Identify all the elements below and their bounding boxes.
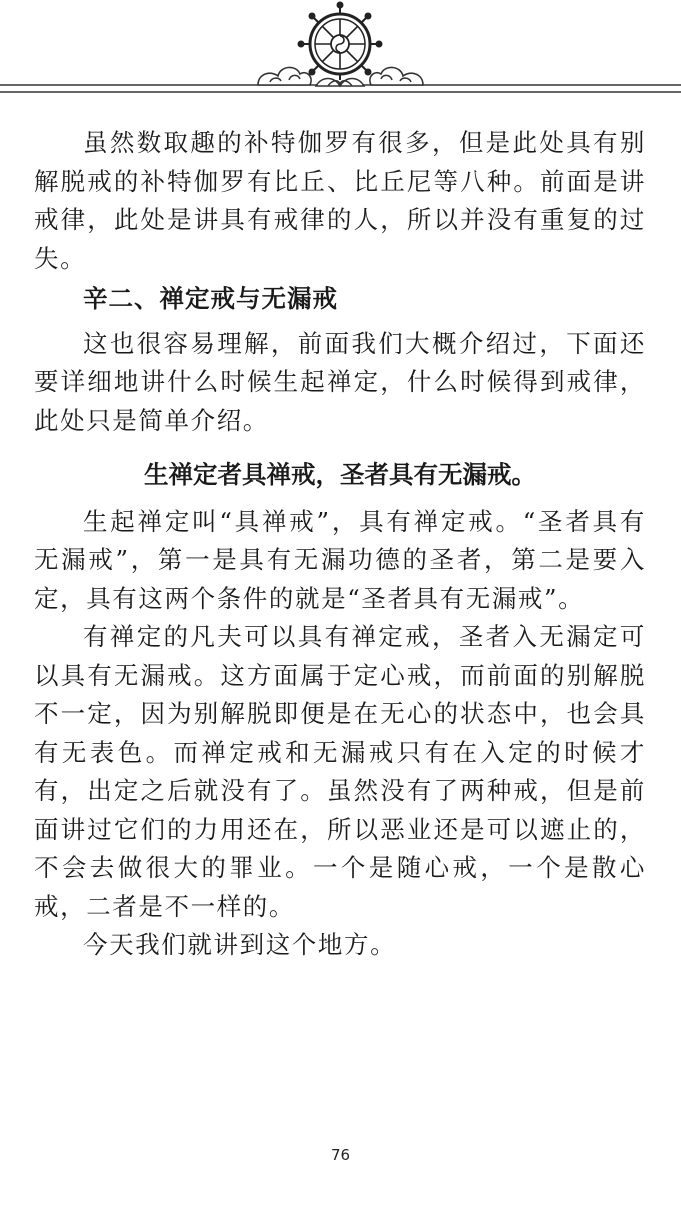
paragraph-1: 虽然数取趣的补特伽罗有很多，但是此处具有别解脱戒的补特伽罗有比丘、比丘尼等八种。前面是讲戒律，此处是讲具有戒律的人，所以并没有重复的过失。 [34, 128, 646, 273]
section-heading: 辛二、禅定戒与无漏戒 [83, 284, 338, 313]
paragraph-5: 今天我们就讲到这个地方。 [83, 930, 397, 959]
header-ornament-graphic [0, 0, 681, 112]
paragraph-3: 生起禅定叫“具禅戒”，具有禅定戒。“圣者具有无漏戒”，第一是具有无漏功德的圣者，第二是要入定，具有这两个条件的就是“圣者具有无漏戒”。 [34, 506, 646, 613]
page-body [34, 124, 646, 965]
cloud-icon-left [258, 67, 311, 85]
dharma-wheel-icon [298, 2, 382, 80]
paragraph-4: 有禅定的凡夫可以具有禅定戒，圣者入无漏定可以具有无漏戒。这方面属于定心戒，而前面的别解脱不一定，因为别解脱即便是在无心的状态中，也会具有无表色。而禅定戒和无漏戒只有在入定的时候才有，出定之后就没有了。虽然没有了两种戒，但是前面讲过它们的力用还在，所以恶业还是可以遮止的，不会去做很大的罪业。一个是随心戒，一个是散心戒，二者是不一样的。 [34, 622, 646, 921]
page-header-ornament [0, 0, 681, 112]
page-number: 76 [330, 1146, 351, 1164]
verse-line: 生禅定者具禅戒，圣者具有无漏戒。 [144, 460, 536, 489]
paragraph-2: 这也很容易理解，前面我们大概介绍过，下面还要详细地讲什么时候生起禅定，什么时候得到戒律，此处只是简单介绍。 [34, 328, 646, 435]
cloud-icon-right [370, 67, 423, 85]
